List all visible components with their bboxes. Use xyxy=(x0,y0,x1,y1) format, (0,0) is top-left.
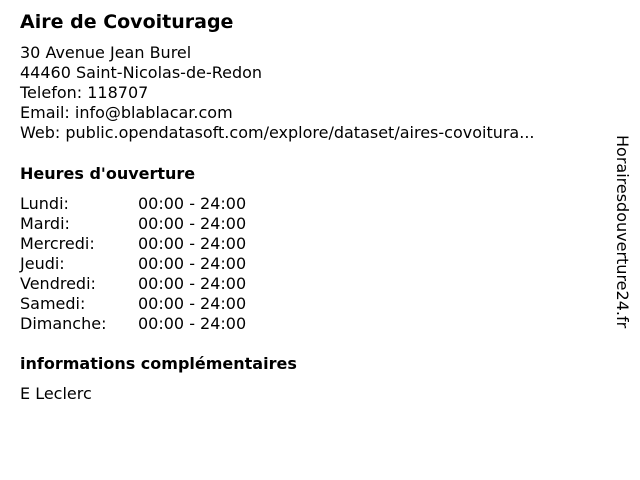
hours-time: 00:00 - 24:00 xyxy=(138,294,247,313)
hours-time: 00:00 - 24:00 xyxy=(138,254,247,273)
phone-line: Telefon: 118707 xyxy=(20,83,149,102)
additional-info-heading: informations complémentaires xyxy=(20,354,297,373)
address-block xyxy=(20,43,535,143)
hours-time: 00:00 - 24:00 xyxy=(138,274,247,293)
web-line: Web: public.opendatasoft.com/explore/dataset/aires-covoitura... xyxy=(20,123,535,142)
page-title: Aire de Covoiturage xyxy=(20,11,234,33)
hours-row-friday xyxy=(20,274,246,294)
hours-row-wednesday xyxy=(20,234,246,254)
hours-time: 00:00 - 24:00 xyxy=(138,214,247,233)
hours-day: Mardi: xyxy=(20,214,70,233)
hours-row-monday xyxy=(20,194,246,214)
hours-time: 00:00 - 24:00 xyxy=(138,314,247,333)
hours-day: Mercredi: xyxy=(20,234,95,253)
opening-hours-table xyxy=(20,194,246,334)
address-street: 30 Avenue Jean Burel xyxy=(20,43,192,62)
hours-row-thursday xyxy=(20,254,246,274)
hours-row-tuesday xyxy=(20,214,246,234)
email-line: Email: info@blablacar.com xyxy=(20,103,233,122)
hours-time: 00:00 - 24:00 xyxy=(138,194,247,213)
hours-day: Samedi: xyxy=(20,294,86,313)
hours-row-saturday xyxy=(20,294,246,314)
hours-day: Vendredi: xyxy=(20,274,96,293)
hours-time: 00:00 - 24:00 xyxy=(138,234,247,253)
hours-day: Dimanche: xyxy=(20,314,107,333)
additional-info-text: E Leclerc xyxy=(20,384,92,403)
site-brand-vertical: Horairesdouverture24.fr xyxy=(613,135,632,329)
hours-row-sunday xyxy=(20,314,246,334)
address-city: 44460 Saint-Nicolas-de-Redon xyxy=(20,63,263,82)
hours-day: Lundi: xyxy=(20,194,69,213)
hours-day: Jeudi: xyxy=(20,254,65,273)
opening-hours-heading: Heures d'ouverture xyxy=(20,164,196,183)
